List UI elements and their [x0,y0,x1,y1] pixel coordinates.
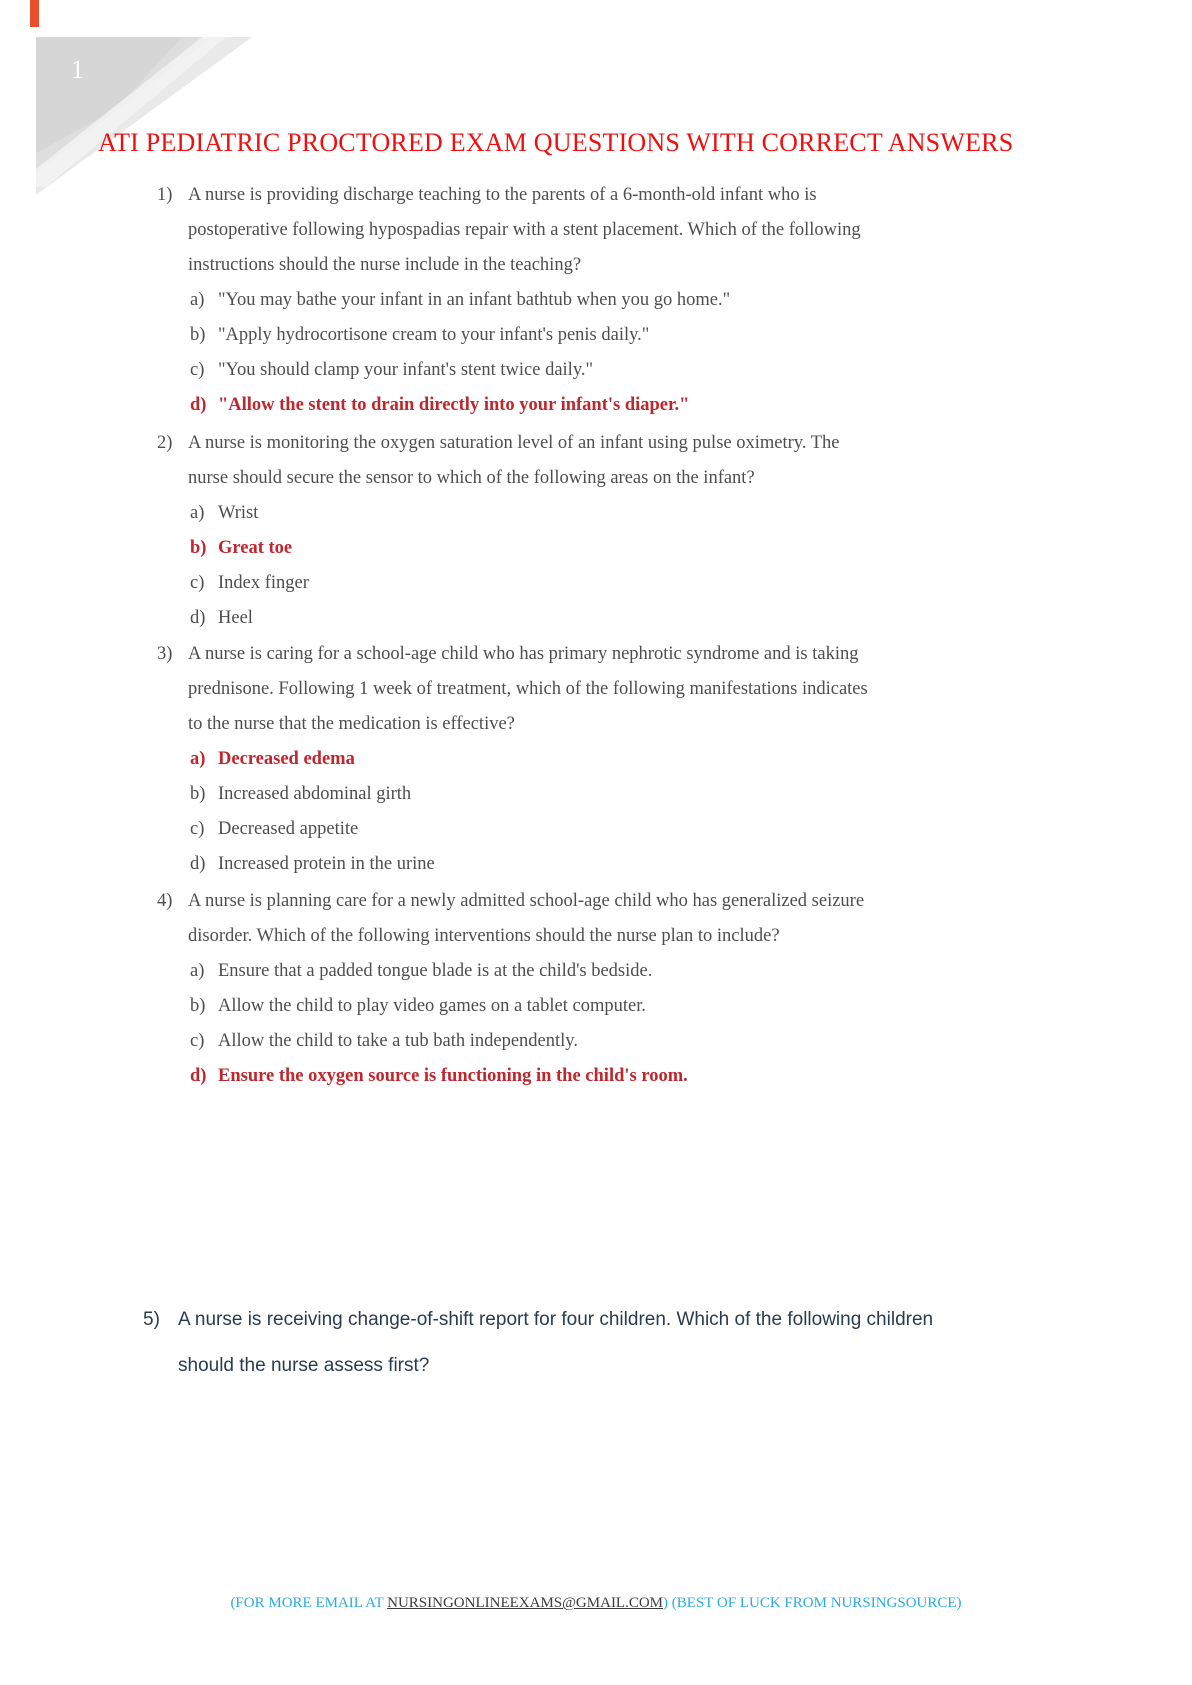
question-item [157,637,888,882]
option-row [190,1024,888,1059]
option-text: Increased protein in the urine [218,854,435,874]
question-text: A nurse is planning care for a newly admitted school-age child who has generalized seizure disorder. Which of the following interventions should the nurse plan to include? [188,891,865,946]
question-item [157,426,888,636]
options-list [188,954,888,1094]
option-letter: a) [190,961,205,981]
question-number: 5) [143,1309,160,1330]
corner-decoration [36,37,256,199]
option-letter: a) [190,749,206,769]
option-text: Decreased appetite [218,819,359,839]
question-item [157,178,888,423]
option-text: "You should clamp your infant's stent twice daily." [218,360,594,380]
options-list [188,283,888,423]
option-row-correct-answer [190,742,888,777]
option-letter: c) [190,573,205,593]
question-text: A nurse is caring for a school-age child who has primary nephrotic syndrome and is taking prednisone. Following 1 week of treatment, which of the following manifestations indicates to the nurse that the medication is effective? [188,644,868,734]
question-item [157,884,888,1094]
option-letter: c) [190,360,205,380]
page-title: ATI PEDIATRIC PROCTORED EXAM QUESTIONS WITH CORRECT ANSWERS [98,128,1014,157]
option-text: Great toe [218,538,293,558]
option-text: "Apply hydrocortisone cream to your infant's penis daily." [218,325,650,345]
option-text: Ensure that a padded tongue blade is at the child's bedside. [218,961,653,981]
option-row [190,777,888,812]
question-number: 4) [157,891,173,911]
option-row [190,812,888,847]
option-letter: c) [190,819,205,839]
option-text: Index finger [218,573,309,593]
footer [0,1595,1192,1612]
option-row [190,601,888,636]
question-text: A nurse is monitoring the oxygen saturation level of an infant using pulse oximetry. The nurse should secure the sensor to which of the following areas on the infant? [188,433,840,488]
option-row-correct-answer [190,388,888,423]
question-number: 2) [157,433,173,453]
option-letter: a) [190,290,205,310]
option-letter: b) [190,538,207,558]
footer-text-for-more: (FOR MORE EMAIL AT [230,1595,388,1611]
option-row-correct-answer [190,531,888,566]
option-text: Increased abdominal girth [218,784,412,804]
option-text: Decreased edema [218,749,355,769]
option-row [190,989,888,1024]
option-row [190,566,888,601]
option-letter: b) [190,325,206,345]
option-text: Wrist [218,503,259,523]
option-text: "You may bathe your infant in an infant bathtub when you go home." [218,290,731,310]
email-link[interactable]: NURSINGONLINEEXAMS@GMAIL.COM [387,1595,664,1611]
option-text: Ensure the oxygen source is functioning in the child's room. [218,1066,688,1086]
option-letter: b) [190,784,206,804]
option-text: "Allow the stent to drain directly into your infant's diaper." [218,395,690,415]
option-letter: b) [190,996,206,1016]
corner-marker [30,0,39,27]
option-letter: d) [190,608,206,628]
option-row [190,847,888,882]
footer-text-close-paren: ) [663,1595,672,1611]
option-row-correct-answer [190,1059,888,1094]
option-row [190,318,888,353]
option-row [190,954,888,989]
option-letter: d) [190,395,207,415]
option-text: Allow the child to take a tub bath independently. [218,1031,578,1051]
option-text: Allow the child to play video games on a tablet computer. [218,996,646,1016]
question-text: A nurse is providing discharge teaching to the parents of a 6-month-old infant who is postoperative following hypospadias repair with a stent placement. Which of the following instructions should the nurse include in the teaching? [188,185,861,275]
option-letter: d) [190,1066,207,1086]
option-letter: d) [190,854,206,874]
question-number: 3) [157,644,173,664]
page-number: 1 [71,55,84,84]
option-letter: c) [190,1031,205,1051]
option-text: Heel [218,608,253,628]
option-row [190,353,888,388]
option-row [190,496,888,531]
options-list [188,496,888,636]
question-item [143,1297,978,1389]
option-row [190,283,888,318]
option-letter: a) [190,503,205,523]
footer-text-best-of-luck: (BEST OF LUCK FROM NURSINGSOURCE) [671,1595,962,1611]
options-list [188,742,888,882]
question-text: A nurse is receiving change-of-shift report for four children. Which of the following children should the nurse assess first? [178,1309,934,1376]
question-number: 1) [157,185,173,205]
